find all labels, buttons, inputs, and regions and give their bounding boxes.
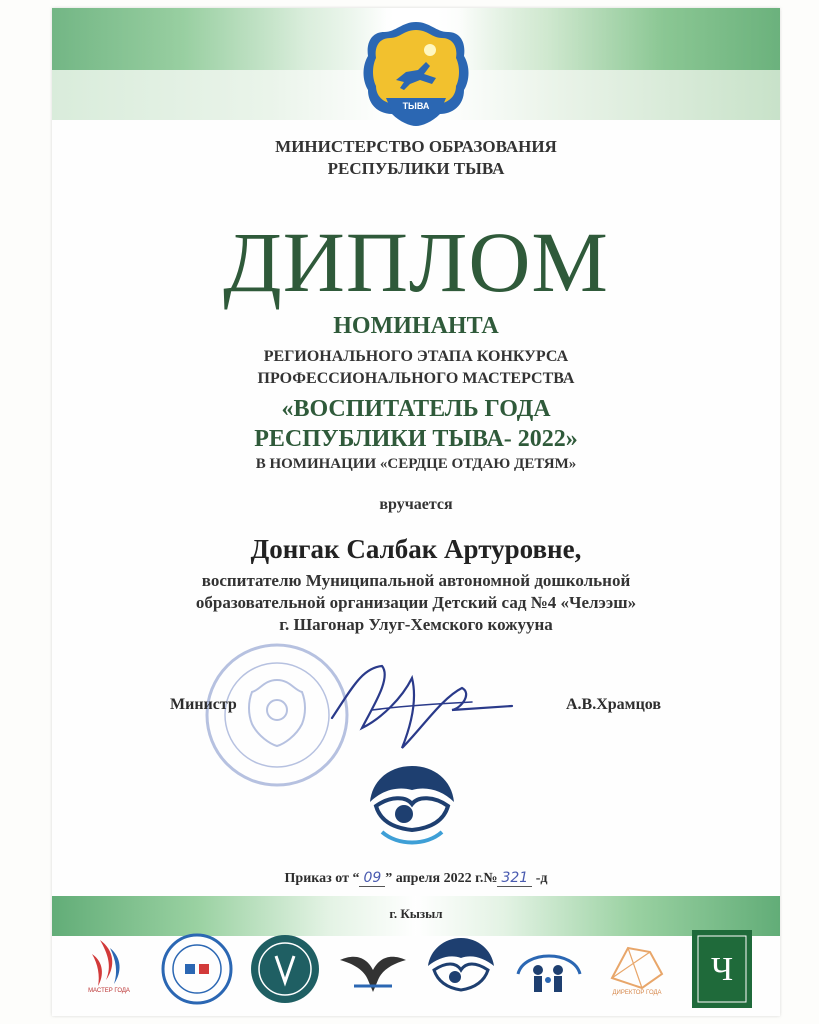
order-month-year: апреля 2022 г.№ (395, 871, 498, 886)
ministry-heading (52, 136, 780, 180)
contest-title-line-2: РЕСПУБЛИКИ ТЫВА- 2022» (254, 426, 578, 452)
green-ch-logo-icon (692, 930, 752, 1008)
family-logo-icon (510, 930, 588, 1008)
minister-label: Министр (170, 696, 237, 713)
position-line-1: воспитателю Муниципальной автономной дошкольной (201, 571, 631, 590)
order-day: 09 (359, 870, 385, 887)
order-suffix: -д (535, 871, 548, 886)
position-line-2: образовательной организации Детский сад №4 «Челээш» (195, 593, 637, 612)
nominee-heading: НОМИНАНТА (333, 313, 499, 339)
logo-caption-master: МАСТЕР ГОДА (88, 988, 130, 994)
contest-line-1: РЕГИОНАЛЬНОГО ЭТАПА КОНКУРСА (263, 348, 569, 365)
city-line: г. Кызыл (389, 906, 443, 921)
contest-title-line-1: «ВОСПИТАТЕЛЬ ГОДА (281, 396, 551, 422)
diploma-sheet (52, 8, 780, 1016)
nomination-line: В НОМИНАЦИИ «СЕРДЦЕ ОТДАЮ ДЕТЯМ» (255, 456, 577, 472)
eagle-logo-icon (334, 930, 412, 1008)
pearl-small-logo-icon (422, 930, 500, 1008)
minister-name: А.В.Храмцов (566, 696, 662, 713)
emblem-label: ТЫВА (402, 101, 430, 111)
logo-letter-ch: Ч (710, 951, 734, 988)
contest-title (52, 394, 780, 454)
handwritten-signature (322, 648, 522, 758)
round-badge-logo-icon (158, 930, 236, 1008)
order-prefix: Приказ от (284, 871, 349, 886)
logo-caption-director: ДИРЕКТОР ГОДА (612, 990, 662, 996)
partner-logos (70, 930, 770, 1010)
position-line-3: г. Шагонар Улуг-Хемского кожууна (279, 615, 553, 634)
contest-line-2: ПРОФЕССИОНАЛЬНОГО МАСТЕРСТВА (257, 370, 575, 387)
ministry-line-2: РЕСПУБЛИКИ ТЫВА (327, 159, 505, 178)
order-line: Приказ от “ 09 ” апреля 2022 г.№ 321 -д (284, 870, 548, 886)
recipient-position (52, 570, 780, 636)
order-number: 321 (497, 870, 532, 887)
tuva-emblem-icon (360, 18, 472, 130)
pearl-shell-logo-icon (362, 760, 462, 850)
teal-emblem-logo-icon (246, 930, 324, 1008)
master-goda-logo-icon (70, 930, 148, 1008)
recipient-name: Донгак Салбак Артуровне, (250, 534, 582, 564)
awarded-line: вручается (379, 496, 453, 513)
contest-description (52, 346, 780, 390)
ministry-line-1: МИНИСТЕРСТВО ОБРАЗОВАНИЯ (275, 137, 557, 156)
diploma-title: ДИПЛОМ (223, 214, 609, 310)
director-goda-logo-icon (598, 930, 676, 1008)
